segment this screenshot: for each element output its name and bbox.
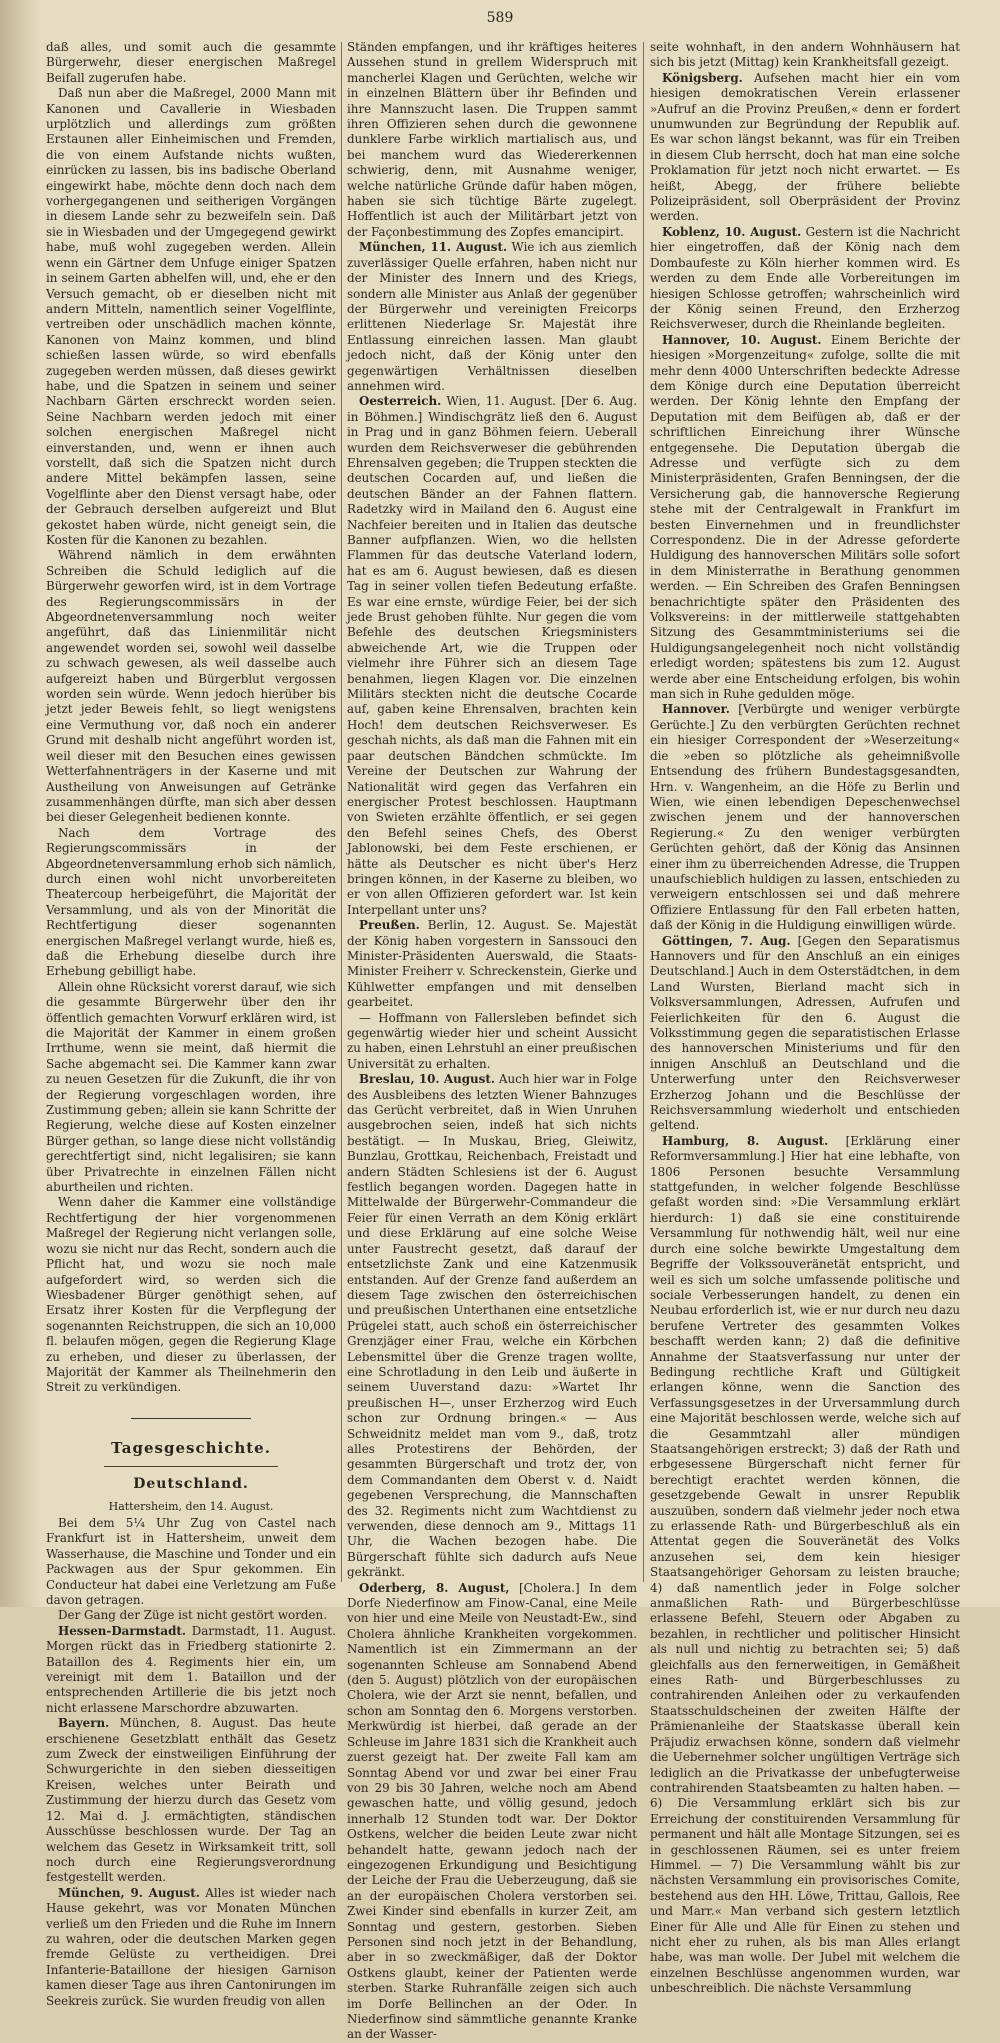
paragraph: Daß nun aber die Maßregel, 2000 Mann mit Kanonen und Cavallerie in Wiesbaden urplötzlich und allerdings zum größten Erstaunen aller Einheimischen und Fremden, die von einem Aufstande nichts wußten, einrücken zu lassen, bis ins badische Oberland eingewirkt habe, möchte denn doch nach dem vorhergegangenen und seitherigen Vorgängen in diesem Lande sehr zu bezweifeln sein. Daß sie in Wiesbaden und der Umgegegend gewirkt habe, muß wohl zugegeben werden. Allein wenn ein Gärtner dem Unfuge einiger Spatzen in seinem Garten abhelfen will, und, ehe er den Versuch gemacht, ob er dieselben nicht mit andern Mitteln, namentlich seiner Vogelflinte, vertreiben oder unschädlich machen könnte, Kanonen von Mainz kommen, und blind schießen lassen würde, so wird ebenfalls zugegeben werden müssen, daß dieses gewirkt habe, und die Spatzen in seinem und seiner Nachbarn Gärten erschreckt worden seien. Seine Nachbarn werden jedoch mit einer solchen energischen Maßregel nicht einverstanden, und, wenn er ihnen auch vorstellt, daß sich die Spatzen nicht durch andere Mittel bekämpfen lassen, seine Vogelflinte aber den Dienst versagt habe, oder der Gebrauch derselben aufgereizt und Blut gekostet haben würde, nicht geneigt sein, die Kosten für die Kanonen zu bezahlen. [46,86,336,547]
article-lead: Hessen-Darmstadt. [58,1623,187,1638]
paragraph [347,394,637,918]
article-lead: Oesterreich. [359,394,442,409]
paragraph [46,1716,336,1885]
paragraph: — Hoffmann von Fallersleben befindet sich gegenwärtig wieder hier und scheint Aussicht zu haben, einen Lehrstuhl an einer preußischen Universität zu erhalten. [347,1010,637,1071]
paragraph [347,1581,637,2043]
paragraph [650,225,960,333]
article-text: Wie ich aus ziemlich zuverlässiger Quelle erfahren, haben nicht nur der Minister des Innern und des Kriegs, sondern alle Minister aus Anlaß der gegenüber der Bürgerwehr und vereinigten Freicorps erlittenen Niederlage Sr. Majestät ihre Entlassung einreichen lassen. Man glaubt jedoch nicht, daß der König unter den gegenwärtigen Verhältnissen dieselben annehmen wird. [347,240,637,393]
article-text: Darmstadt, 11. August. Morgen rückt das in Friedberg stationirte 2. Bataillon des 4. Regiments hier ein, um vereinigt mit dem 1. Bataillon und der entsprechenden Artillerie die bis jetzt noch nicht erlassene Marschordre abzuwarten. [46,1623,336,1715]
paragraph [347,918,637,1010]
article-lead: Göttingen, 7. Aug. [662,933,791,948]
article-text: [Erklärung einer Reformversammlung.] Hier hat eine lebhafte, von 1806 Personen besuchte Versammlung stattgefunden, in welcher folgende Beschlüsse gefaßt worden sind: »Die Versammlung erklärt hierdurch: 1) daß sie eine constituirende Versammlung für nothwendig hält, weil nur eine durch eine solche bewirkte Umgestaltung dem Begriffe der Volkssouveränetät entspricht, und weil es sich um solche umfassende politische und sociale Verbesserungen handelt, zu denen ein Neubau erforderlich ist, wie er nur durch neu dazu berufene Vertreter des gesammten Volkes beschafft werden kann; 2) daß die definitive Annahme der Staatsverfassung nur unter der Bedingung rechtliche Kraft und Gültigkeit erlangen könne, wenn die Sanction des Verfassungsgesetzes in der Urversammlung durch eine Majorität beschlossen werde, welche sich auf die Gesammtzahl aller mündigen Staatsangehörigen erstreckt; 3) daß der Rath und erbgesessene Bürgerschaft nicht ferner für berechtigt erachtet werden können, die gesetzgebende Gewalt in unsrer Republik auszuüben, sondern daß vielmehr jeder noch etwa zu erlassende Rath- und Bürgerbeschluß als ein Attentat gegen die Souveränetät des Volks anzusehen sei, dem kein hiesiger Staatsangehöriger Gehorsam zu leisten brauche; 4) daß namentlich jeder in Folge solcher anmaßlichen Rath- und Bürgerbeschlüsse erlassene Befehl, Steuern oder Abgaben zu bezahlen, in rechtlicher und politischer Hinsicht als null und nichtig zu betrachten sei; 5) daß gleichfalls aus den fernerweitigen, in Gemäßheit eines Rath- und Bürgerbeschlusses zu contrahirenden Anleihen oder zu verkaufenden Staatsschuldscheinen der zweiten Hälfte der Prämienanleihe der Staatskasse überall kein Präjudiz erwachsen könne, sondern daß vielmehr die Uebernehmer solcher ungültigen Verträge sich lediglich an die Privatkasse der unbefugterweise contrahirenden Staatsbeamten zu halten haben. — 6) Die Versammlung erklärt sich bis zur Erreichung der constituirenden Versammlung für permanent und hält alle Montage Sitzungen, sei es in geschlossenen Räumen, sei es unter freiem Himmel. — 7) Die Versammlung wählt bis zur nächsten Versammlung ein provisorisches Comite, bestehend aus den HH. Löwe, Trittau, Gallois, Ree und Marr.« Man verband sich gestern letztlich Einer für Alle und Alle für Einen zu stehen und nicht eher zu ruhen, als bis man Alles erlangt habe, was man wolle. Der Jubel mit welchem die einzelnen Beschlüsse angenommen wurden, war unbeschreiblich. Die nächste Versammlung [650,1133,960,1996]
paragraph [46,1886,336,2009]
paragraph: Bei dem 5¼ Uhr Zug von Castel nach Frankfurt ist in Hattersheim, unweit dem Wasserhause, die Maschine und Tonder und ein Packwagen aus der Spur gekommen. Ein Conducteur hat dabei eine Verletzung am Fuße davon getragen. [46,1515,336,1607]
article-text: Berlin, 12. August. Se. Majestät der König haben vorgestern in Sanssouci den Minister-Präsidenten Auerswald, die Staats-Minister Freiherr v. Schreckenstein, Gierke und Kühlwetter empfangen und mit denselben gearbeitet. [347,918,637,1010]
article-text: [Verbürgte und weniger verbürgte Gerüchte.] Zu den verbürgten Gerüchten rechnet ein hiesiger Correspondent der »Weserzeitung« die »eben so plötzliche als geheimnißvolle Entsendung des frühern Bundestagsgesandten, Hrn. v. Wangenheim, an die Höfe zu Berlin und Wien, wie einen lebendigen Depeschenwechsel zwischen jenem und der hannoverschen Regierung.« Zu den weniger verbürgten Gerüchten gehört, daß der König das Ansinnen einer ihm zu überreichenden Adresse, die Truppen unaufschieblich huldigen zu lassen, entschieden zu verweigern entschlossen sei und daß mehrere Offiziere Entlassung für den Fall erbeten hatten, daß der König in die Huldigung einwilligen würde. [650,702,960,933]
paragraph [650,1134,960,1997]
article-text: Gestern ist die Nachricht hier eingetroffen, daß der König nach dem Dombaufeste zu Köln hierher kommen wird. Es werden zu dem Ende alle Vorbereitungen im hiesigen Schlosse getroffen; wahrscheinlich wird der König seinen Freund, den Erzherzog Reichsverweser, durch die Rheinlande begleiten. [650,224,960,332]
article-lead: Königsberg. [662,70,743,85]
dateline: Hattersheim, den 14. August. [108,1499,274,1513]
article-text: [Cholera.] In dem Dorfe Niederfinow am Finow-Canal, eine Meile von hier und eine Meile von Neustadt-Ew., sind Cholera ähnliche Krankheiten vorgekommen. Namentlich ist ein Zimmermann an der sogenannten Schleuse am Sonnabend Abend (den 5. August) plötzlich von der europäischen Cholera, wie der Arzt sie nennt, befallen, und schon am Sonntag den 6. Morgens verstorben. Merkwürdig ist hierbei, daß gerade an der Schleuse im Jahre 1831 sich die Krankheit auch zuerst gezeigt hat. Der zweite Fall kam am Sonntag Abend vor und zwar bei einer Frau von 29 bis 30 Jahren, welche noch am Abend gewaschen hatte, und völlig gesund, jedoch innerhalb 12 Stunden todt war. Der Doktor Ostkens, welcher die beiden Leute zwar nicht behandelt hatte, gewann jedoch nach der eingezogenen Erkundigung und Besichtigung der Leiche der Frau die Ueberzeugung, daß sie an der europäischen Cholera verstorben sei. Zwei Kinder sind ebenfalls in kurzer Zeit, am Sonntag und gestern, gestorben. Sieben Personen sind noch jetzt in der Behandlung, aber in so zweckmäßiger, daß der Doktor Ostkens glaubt, keiner der Patienten werde sterben. Starke Ruhranfälle zeigen sich auch im Dorfe Bellinchen an der Oder. In Niederfinow sind sämmtliche genannte Kranke an der Wasser- [347,1580,637,2042]
article-lead: München, 9. August. [58,1885,200,1900]
section-heading: Tagesgeschichte. [111,1438,271,1457]
article-lead: Koblenz, 10. August. [662,224,802,239]
article-text: Wien, 11. August. [Der 6. Aug. in Böhmen.] Windischgrätz ließ den 6. August in Prag und in ganz Böhmen feiern. Ueberall wurden dem Reichsverweser die gebührenden Ehrensalven gegeben; die Truppen steckten die deutschen Cocarden auf, und ließen die deutschen Bänder an der Fahnen flattern. Radetzky wird in Mailand den 6. August eine Nachfeier bereiten und in Italien das deutsche Banner aufpflanzen. Wien, wo die hellsten Flammen für das deutsche Vaterland lodern, hat es am 6. August bewiesen, daß es diesen Tag in seiner vollen tiefen Bedeutung erfaßte. Es war eine ernste, würdige Feier, bei der sich jede Brust gehoben fühlte. Nur gegen die vom Befehle des deutschen Kriegsministers abweichende Art, wie die Truppen oder vielmehr ihre Führer sich an diesem Tage benahmen, liegen Klagen vor. Die einzelnen Militärs steckten nicht die deutsche Cocarde auf, gaben keine Ehrensalven, brachten kein Hoch! dem deutschen Reichsverweser. Es geschah nichts, als daß man die Fahnen mit ein paar deutschen Bändchen schmückte. Im Vereine der Deutschen zur Wahrung der Nationalität wird gegen das Verfahren ein energischer Protest beschlossen. Hauptmann von Swieten erzählte öffentlich, er sei gegen den Befehl seines Chefs, des Oberst Jablonowski, bei dem Feste erschienen, er hätte als Deutscher es nicht über's Herz bringen können, in der Kaserne zu bleiben, wo er von allen Offizieren gefordert war. Ist kein Interpellant unter uns? [347,394,637,917]
section-divider [131,1418,251,1419]
article-lead: München, 11. August. [359,240,508,255]
paragraph [650,71,960,225]
article-text: [Gegen den Separatismus Hannovers und für den Anschluß an ein einiges Deutschland.] Auch in dem Osterstädtchen, in dem Land Wursten, Bierland macht sich in Volksversammlungen, Adressen, Aufrufen und Feierlichkeiten für den 6. August die Volksstimmung gegen die separatistischen Erlasse des hannoverschen Ministeriums und für den innigen Anschluß an Deutschland und die Unterwerfung unter den Reichsverweser Erzherzog Johann und die Beschlüsse der Reichsversammlung wiederholt und entschieden geltend. [650,933,960,1133]
article-lead: Hannover. [662,702,730,717]
paragraph [650,702,960,933]
paragraph: Wenn daher die Kammer eine vollständige Rechtfertigung der hier vorgenommenen Maßregel der Regierung nicht verlangen solle, wozu sie nicht nur das Recht, sondern auch die Pflicht hat, und wozu sie noch male aufgefordert wird, so werden sich die Wiesbadener Bürger genöthigt sehen, auf Ersatz ihrer Kosten für die Verpflegung der sogenannten Reichstruppen, die sich an 10,000 fl. belaufen mögen, gegen die Regierung Klage zu erheben, und dieser zu überlassen, der Majorität der Kammer als Theilnehmerin den Streit zu verkündigen. [46,1195,336,1395]
article-lead: Breslau, 10. August. [359,1072,495,1087]
article-text: Aufsehen macht hier ein vom hiesigen demokratischen Verein erlassener »Aufruf an die Provinz Preußen,« denn er fordert unumwunden zur Begründung der Republik auf. Es war schon längst bekannt, was für ein Treiben in diesem Club herrscht, doch hat man eine solche Proklamation für jetzt noch nicht erwartet. — Es heißt, Abegg, der frühere beliebte Polizeipräsident, soll Oberpräsident der Provinz werden. [650,70,960,224]
article-lead: Hamburg, 8. August. [662,1133,829,1148]
article-lead: Bayern. [58,1716,110,1731]
article-text: Auch hier war in Folge des Ausbleibens des letzten Wiener Bahnzuges das Gerücht verbreitet, daß in Wien Unruhen ausgebrochen seien, indeß hat sich nichts bestätigt. — In Muskau, Brieg, Gleiwitz, Bunzlau, Grottkau, Reichenbach, Freistadt und andern Städten Schlesiens ist der 6. August festlich begangen worden. Dagegen hatte in Mittelwalde der Bürgerwehr-Commandeur die Feier für einen Verrath an dem König erklärt und diese Erklärung auf eine solche Weise unter Faustrecht gesetzt, daß darauf der entsetzlichste Zank und eine Katzenmusik entstanden. Auf der Grenze fand außerdem an diesem Tage zwischen den österreichischen und preußischen Unterthanen eine entsetzliche Prügelei statt, auch schoß ein österreichischer Grenzjäger einer Frau, welche ein Körbchen Lebensmittel über die Grenze tragen wollte, eine Schrotladung in den Leib und äußerte in seinem Uuverstand dazu: »Wartet Ihr preußischen H—, unser Erzherzog wird Euch schon zur Ordnung bringen.« — Aus Schweidnitz meldet man vom 9., daß, trotz alles Protestirens der Behörden, der gesammten Bürgerschaft und trotz der, von dem Commandanten dem Oberst v. d. Naidt gegebenen Versprechung, die Mannschaften des 32. Regiments nicht zum Wachtdienst zu verwenden, diese dennoch am 9., Mittags 11 Uhr, die Wachen bezogen habe. Die Bürgerschaft fühlte sich dadurch aufs Neue gekränkt. [347,1072,638,1580]
article-text: Alles ist wieder nach Hause gekehrt, was vor Monaten München verließ um den Frieden und die Ruhe im Innern zu wahren, oder die deutschen Marken gegen fremde Gelüste zu vertheidigen. Drei Infanterie-Bataillone der hiesigen Garnison kamen dieser Tage aus ihren Cantonirungen im Seekreis zurück. Sie wurden freudig von allen [46,1885,336,2008]
article-lead: Preußen. [359,918,420,933]
paragraph: daß alles, und somit auch die gesammte Bürgerwehr, dieser energischen Maßregel Beifall zugerufen habe. [46,40,336,85]
divider [104,1466,278,1467]
country-heading: Deutschland. [133,1476,249,1493]
paragraph: Nach dem Vortrage des Regierungscommissärs in der Abgeordnetenversammlung erhob sich nämlich, durch einen wohl nicht unvorbereiteten Theatercoup herbeigeführt, die Majorität der Versammlung, und als von der Minorität die Rechtfertigung dieser sogenannten energischen Maßregel verlangt wurde, hieß es, daß die Erhebung dieselbe durch ihre Erhebung gebilligt habe. [46,825,336,979]
paragraph: seite wohnhaft, in den andern Wohnhäusern hat sich bis jetzt (Mittag) kein Krankheitsfall gezeigt. [650,40,960,70]
paragraph: Der Gang der Züge ist nicht gestört worden. [58,1608,327,1623]
column-2 [347,40,638,2042]
column-1 [46,40,336,2008]
article-lead: Hannover, 10. August. [662,332,822,347]
article-text: München, 8. August. Das heute erschienene Gesetzblatt enthält das Gesetz zum Zweck der einstweiligen Einführung der Schwurgerichte in den sieben diesseitigen Kreisen, welches unter Beirath und Zustimmung der hierzu durch das Gesetz vom 12. Mai d. J. ermächtigten, ständischen Ausschüsse beschlossen wurde. Der Tag an welchem das Gesetz in Wirksamkeit tritt, soll noch durch eine Regierungsverordnung festgestellt werden. [46,1716,336,1885]
column-rule [643,42,644,1582]
paragraph [650,934,960,1134]
paragraph: Allein ohne Rücksicht vorerst darauf, wie sich die gesammte Bürgerwehr über den ihr öffentlich gemachten Vorwurf erklären wird, ist die Majorität der Kammer in einem großen Irrthume, wenn sie meint, daß hiermit die Sache abgemacht sei. Die Kammer kann zwar zu neuen Gesetzen für die Zukunft, die ihr von der Regierung vorgeschlagen worden, ihre Zustimmung geben; allein sie kann Schritte der Regierung, welche diese auf Kosten einzelner Bürger gethan, so lange diese nicht vollständig gerechtfertigt sind, nicht legalisiren; sie kann über Privatrechte in einzelnen Fällen nicht aburtheilen und richten. [46,979,336,1195]
article-text: Einem Berichte der hiesigen »Morgenzeitung« zufolge, sollte die mit mehr denn 4000 Unterschriften bedeckte Adresse dem Könige durch eine Deputation überreicht werden. Der König lehnte den Empfang der Deputation mit dem Beifügen ab, daß er der schriftlichen Einreichung ihrer Wünsche entgegensehe. Die Deputation übergab die Adresse und verfügte sich zu dem Ministerpräsidenten, Grafen Benningsen, der die Versicherung gab, die hannoversche Regierung stehe mit der Centralgewalt in Frankfurt im besten Einvernehmen und in freundlichster Correspondenz. Die in der Adresse geforderte Huldigung des hannoverschen Militärs solle sofort in dem Ministerrathe in Berathung genommen werden. — Ein Schreiben des Grafen Benningsen benachrichtigte später den Präsidenten des Volksvereins: in der mittlerweile stattgehabten Sitzung des Gesammtministeriums sei die Huldigungsangelegenheit noch nicht vollständig erledigt worden; spätestens bis zum 12. August werde aber eine Entscheidung erfolgen, bis wohin man sich in Ruhe gedulden möge. [650,332,961,702]
paragraph [347,240,637,394]
paragraph: Ständen empfangen, und ihr kräftiges heiteres Aussehen stund in grellem Widerspruch mit mancherlei Klagen und Gerüchten, welche wir in einzelnen Blättern über ihr Befinden und ihre Mannszucht lasen. Die Truppen sammt ihren Offizieren sehen durch die gewonnene dunklere Farbe wirklich martialisch aus, und bei manchem wurd das Wiedererkennen schwierig, denn, mit Ausnahme weniger, welche natürliche Gründe dafür haben mögen, haben sie sich tüchtige Bärte zugelegt. Hoffentlich ist auch der Militärbart jetzt von der Façonbestimmung des Zopfes emancipirt. [347,40,637,239]
paragraph [650,333,960,703]
page-number: 589 [486,10,514,26]
paragraph: Während nämlich in dem erwähnten Schreiben die Schuld lediglich auf die Bürgerwehr geworfen wird, ist in dem Vortrage des Regierungscommissärs in der Abgeordnetenversammlung noch weiter angeführt, daß das Linienmilitär nicht angewendet worden sei, sowohl weil dasselbe zu schwach gewesen, als weil dasselbe auch aufgereizt haben und Bürgerblut vergossen worden sein würde. Wenn jedoch hierüber bis jetzt jeder Beweis fehlt, so liegt wenigstens eine Vermuthung vor, daß noch ein anderer Grund mit deshalb nicht angeführt worden ist, weil dieser mit den Besuchen eines gewissen Wetterfahnenträgers in der Kaserne und mit Austheilung von Anweisungen auf Getränke zusammenhängen dürfte, man sich aber dessen bei dieser Gelegenheit bedienen konnte. [46,548,336,825]
paragraph [46,1624,336,1716]
column-rule [341,42,342,1582]
paragraph [347,1072,637,1580]
article-lead: Oderberg, 8. August, [359,1580,510,1595]
column-3 [650,40,961,1996]
